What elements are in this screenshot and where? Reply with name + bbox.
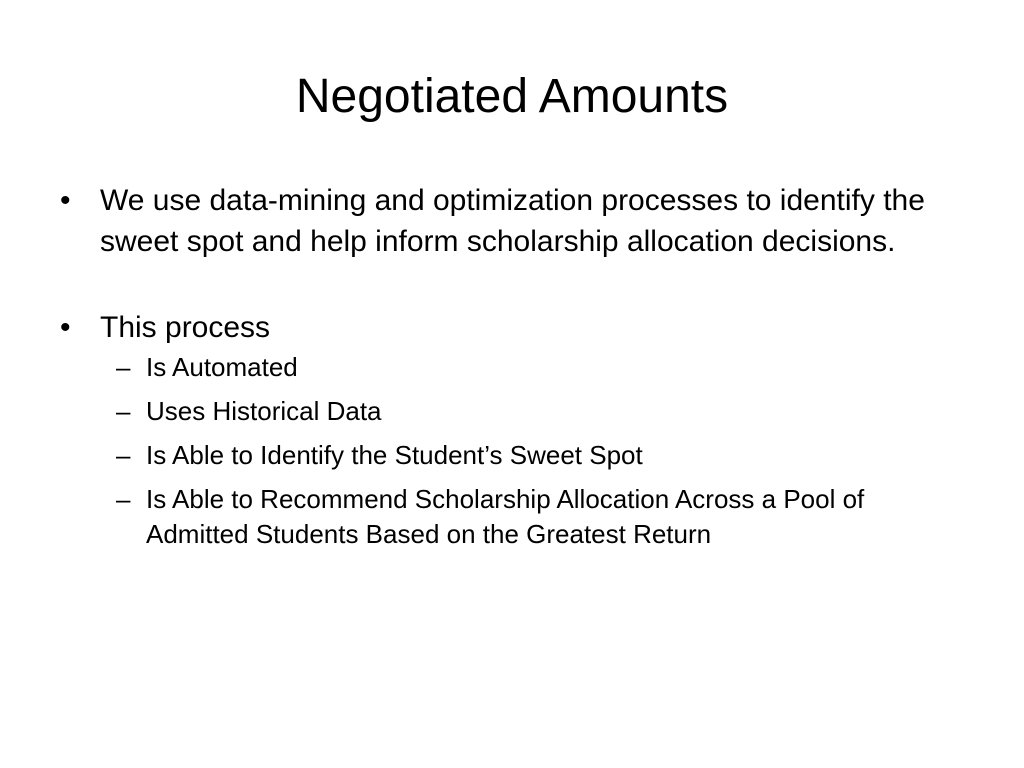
sub-bullet-text: Is Able to Identify the Student’s Sweet Spot xyxy=(146,440,643,470)
sub-bullet-marker: – xyxy=(116,352,131,382)
sub-bullet-item xyxy=(60,394,965,429)
sub-bullet-item xyxy=(60,350,965,385)
bullet-text: We use data-mining and optimization processes to identify the sweet spot and help inform scholarship allocation decisions. xyxy=(100,184,925,258)
bullet-text: This process xyxy=(100,311,271,344)
bullet-item xyxy=(60,307,965,348)
bullet-marker: • xyxy=(60,311,71,344)
sub-bullet-text: Is Able to Recommend Scholarship Allocation Across a Pool of Admitted Students Based on the Greatest Return xyxy=(146,484,865,549)
sub-bullet-text: Is Automated xyxy=(146,352,298,382)
sub-bullet-item xyxy=(60,482,965,552)
slide-title: Negotiated Amounts xyxy=(295,70,729,123)
slide-body xyxy=(60,180,965,561)
sub-bullet-item xyxy=(60,438,965,473)
sub-bullet-marker: – xyxy=(116,396,131,426)
sub-bullet-marker: – xyxy=(116,440,131,470)
bullet-item xyxy=(60,180,965,262)
sub-bullet-text: Uses Historical Data xyxy=(146,396,382,426)
sub-bullet-marker: – xyxy=(116,484,131,514)
sub-bullet-list xyxy=(60,350,965,552)
bullet-marker: • xyxy=(60,184,71,217)
